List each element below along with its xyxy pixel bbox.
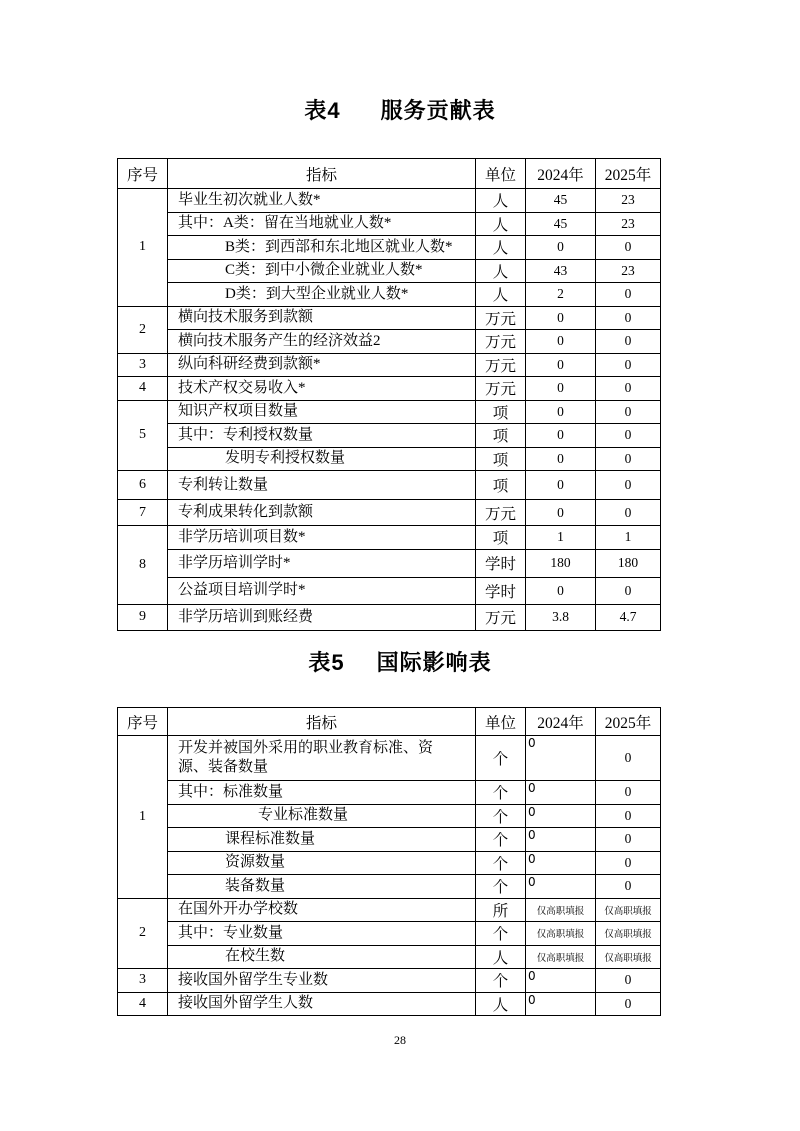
- table5-row: [118, 781, 661, 805]
- indicator-cell: B类：到西部和东北地区就业人数*: [168, 236, 476, 260]
- unit-cell: 万元: [476, 353, 526, 377]
- table4-title: [0, 98, 800, 124]
- indicator-cell: 专利成果转化到款额: [168, 500, 476, 526]
- value-2024-cell: 0: [526, 330, 596, 354]
- indicator-cell: 横向技术服务产生的经济效益2: [168, 330, 476, 354]
- value-2025-cell: 0: [596, 781, 661, 805]
- value-2024-cell: 0: [526, 353, 596, 377]
- value-2024-cell: 0: [526, 377, 596, 401]
- value-2025-cell: 23: [596, 189, 661, 213]
- indicator-cell: 在国外开办学校数: [168, 898, 476, 922]
- table5-row: [118, 922, 661, 946]
- unit-cell: 万元: [476, 500, 526, 526]
- value-2024-cell: 0: [526, 447, 596, 471]
- value-2025-cell: 0: [596, 400, 661, 424]
- indicator-cell: 在校生数: [168, 945, 476, 969]
- table4-row: [118, 424, 661, 448]
- seq-cell: 1: [118, 736, 168, 899]
- unit-cell: 个: [476, 736, 526, 781]
- unit-cell: 学时: [476, 577, 526, 604]
- unit-cell: 人: [476, 189, 526, 213]
- unit-cell: 人: [476, 236, 526, 260]
- indicator-cell: 非学历培训项目数*: [168, 526, 476, 550]
- indicator-cell: 装备数量: [168, 875, 476, 899]
- seq-cell: 4: [118, 377, 168, 401]
- indicator-cell: 接收国外留学生人数: [168, 992, 476, 1016]
- unit-cell: 人: [476, 992, 526, 1016]
- value-2025-cell: 0: [596, 424, 661, 448]
- table4-title-text: 服务贡献表: [380, 98, 496, 123]
- table5-row: [118, 945, 661, 969]
- value-2025-cell: 180: [596, 549, 661, 577]
- table5-row: [118, 736, 661, 781]
- unit-cell: 人: [476, 283, 526, 307]
- indicator-cell: C类：到中小微企业就业人数*: [168, 259, 476, 283]
- table4-row: [118, 577, 661, 604]
- table5-column-header: 单位: [476, 708, 526, 736]
- table4-row: [118, 330, 661, 354]
- indicator-cell: 课程标准数量: [168, 828, 476, 852]
- unit-cell: 所: [476, 898, 526, 922]
- value-2025-cell: 0: [596, 353, 661, 377]
- value-2024-cell: 0: [526, 992, 596, 1016]
- value-2024-cell: 0: [526, 851, 596, 875]
- indicator-cell: 技术产权交易收入*: [168, 377, 476, 401]
- seq-cell: 7: [118, 500, 168, 526]
- table4-row: [118, 526, 661, 550]
- table5-title-text: 国际影响表: [376, 650, 492, 675]
- unit-cell: 个: [476, 828, 526, 852]
- value-2024-cell: 2: [526, 283, 596, 307]
- table5-column-header: 2024年: [526, 708, 596, 736]
- page-number: 28: [394, 1033, 406, 1047]
- value-2025-cell: 仅高职填报: [596, 945, 661, 969]
- value-2025-cell: 23: [596, 212, 661, 236]
- value-2025-cell: 0: [596, 736, 661, 781]
- value-2024-cell: 0: [526, 400, 596, 424]
- value-2025-cell: 1: [596, 526, 661, 550]
- unit-cell: 个: [476, 851, 526, 875]
- value-2025-cell: 0: [596, 828, 661, 852]
- value-2024-cell: 仅高职填报: [526, 922, 596, 946]
- table4-row: [118, 283, 661, 307]
- indicator-cell: 毕业生初次就业人数*: [168, 189, 476, 213]
- table4-service-contribution: [117, 158, 661, 631]
- indicator-cell: 其中：A类：留在当地就业人数*: [168, 212, 476, 236]
- value-2024-cell: 0: [526, 471, 596, 500]
- table5-title-number: 表5: [308, 650, 345, 675]
- table5-header-row: [118, 708, 661, 736]
- value-2025-cell: 23: [596, 259, 661, 283]
- value-2025-cell: 0: [596, 969, 661, 993]
- indicator-cell: 接收国外留学生专业数: [168, 969, 476, 993]
- unit-cell: 万元: [476, 604, 526, 630]
- table4-row: [118, 259, 661, 283]
- table4-row: [118, 212, 661, 236]
- value-2025-cell: 0: [596, 851, 661, 875]
- seq-cell: 8: [118, 526, 168, 605]
- value-2024-cell: 0: [526, 736, 596, 781]
- table4-row: [118, 447, 661, 471]
- table4-column-header: 指标: [168, 159, 476, 189]
- seq-cell: 3: [118, 969, 168, 993]
- indicator-cell: 其中：专利授权数量: [168, 424, 476, 448]
- value-2024-cell: 0: [526, 875, 596, 899]
- seq-cell: 1: [118, 189, 168, 307]
- table5-row: [118, 992, 661, 1016]
- unit-cell: 万元: [476, 330, 526, 354]
- value-2024-cell: 0: [526, 424, 596, 448]
- value-2025-cell: 0: [596, 330, 661, 354]
- value-2025-cell: 0: [596, 306, 661, 330]
- unit-cell: 项: [476, 526, 526, 550]
- table4-column-header: 2024年: [526, 159, 596, 189]
- value-2024-cell: 仅高职填报: [526, 898, 596, 922]
- unit-cell: 项: [476, 424, 526, 448]
- indicator-cell: 资源数量: [168, 851, 476, 875]
- value-2025-cell: 0: [596, 236, 661, 260]
- table4-row: [118, 604, 661, 630]
- seq-cell: 9: [118, 604, 168, 630]
- table5-row: [118, 898, 661, 922]
- value-2024-cell: 0: [526, 236, 596, 260]
- unit-cell: 个: [476, 922, 526, 946]
- table5-international-impact: [117, 707, 661, 1016]
- unit-cell: 项: [476, 400, 526, 424]
- table4-row: [118, 400, 661, 424]
- table4-row: [118, 353, 661, 377]
- unit-cell: 万元: [476, 377, 526, 401]
- indicator-cell: 纵向科研经费到款额*: [168, 353, 476, 377]
- value-2024-cell: 43: [526, 259, 596, 283]
- value-2024-cell: 仅高职填报: [526, 945, 596, 969]
- value-2024-cell: 0: [526, 500, 596, 526]
- unit-cell: 万元: [476, 306, 526, 330]
- table4-column-header: 序号: [118, 159, 168, 189]
- table5-row: [118, 969, 661, 993]
- indicator-cell: 发明专利授权数量: [168, 447, 476, 471]
- table4-column-header: 单位: [476, 159, 526, 189]
- value-2025-cell: 0: [596, 500, 661, 526]
- value-2025-cell: 0: [596, 804, 661, 828]
- unit-cell: 学时: [476, 549, 526, 577]
- table4-row: [118, 500, 661, 526]
- table5-column-header: 指标: [168, 708, 476, 736]
- value-2025-cell: 仅高职填报: [596, 898, 661, 922]
- indicator-cell: 知识产权项目数量: [168, 400, 476, 424]
- table5-row: [118, 875, 661, 899]
- indicator-cell: 专业标准数量: [168, 804, 476, 828]
- table4-column-header: 2025年: [596, 159, 661, 189]
- seq-cell: 3: [118, 353, 168, 377]
- unit-cell: 人: [476, 259, 526, 283]
- table4-row: [118, 189, 661, 213]
- table5-row: [118, 804, 661, 828]
- table5-row: [118, 828, 661, 852]
- unit-cell: 项: [476, 471, 526, 500]
- unit-cell: 项: [476, 447, 526, 471]
- table4-row: [118, 549, 661, 577]
- value-2025-cell: 0: [596, 471, 661, 500]
- table4-row: [118, 471, 661, 500]
- table4-row: [118, 236, 661, 260]
- unit-cell: 个: [476, 875, 526, 899]
- unit-cell: 人: [476, 212, 526, 236]
- seq-cell: 4: [118, 992, 168, 1016]
- indicator-cell: 专利转让数量: [168, 471, 476, 500]
- value-2024-cell: 1: [526, 526, 596, 550]
- value-2024-cell: 45: [526, 189, 596, 213]
- value-2024-cell: 180: [526, 549, 596, 577]
- table5-column-header: 2025年: [596, 708, 661, 736]
- unit-cell: 个: [476, 969, 526, 993]
- indicator-cell: 横向技术服务到款额: [168, 306, 476, 330]
- indicator-cell: 公益项目培训学时*: [168, 577, 476, 604]
- unit-cell: 人: [476, 945, 526, 969]
- unit-cell: 个: [476, 781, 526, 805]
- indicator-cell: 开发并被国外采用的职业教育标准、资源、装备数量: [168, 736, 476, 781]
- value-2025-cell: 0: [596, 283, 661, 307]
- seq-cell: 2: [118, 306, 168, 353]
- value-2025-cell: 0: [596, 992, 661, 1016]
- value-2025-cell: 0: [596, 875, 661, 899]
- value-2024-cell: 0: [526, 969, 596, 993]
- indicator-cell: 其中：专业数量: [168, 922, 476, 946]
- value-2025-cell: 0: [596, 447, 661, 471]
- table4-header-row: [118, 159, 661, 189]
- seq-cell: 6: [118, 471, 168, 500]
- value-2024-cell: 0: [526, 804, 596, 828]
- table4-title-number: 表4: [304, 98, 341, 123]
- indicator-cell: D类：到大型企业就业人数*: [168, 283, 476, 307]
- table4-row: [118, 377, 661, 401]
- indicator-cell: 其中：标准数量: [168, 781, 476, 805]
- value-2025-cell: 仅高职填报: [596, 922, 661, 946]
- value-2024-cell: 45: [526, 212, 596, 236]
- seq-cell: 2: [118, 898, 168, 969]
- value-2025-cell: 4.7: [596, 604, 661, 630]
- seq-cell: 5: [118, 400, 168, 471]
- table5-title: [0, 650, 800, 676]
- value-2024-cell: 3.8: [526, 604, 596, 630]
- value-2025-cell: 0: [596, 577, 661, 604]
- table5-row: [118, 851, 661, 875]
- value-2024-cell: 0: [526, 306, 596, 330]
- value-2025-cell: 0: [596, 377, 661, 401]
- value-2024-cell: 0: [526, 577, 596, 604]
- value-2024-cell: 0: [526, 828, 596, 852]
- table5-column-header: 序号: [118, 708, 168, 736]
- table4-row: [118, 306, 661, 330]
- value-2024-cell: 0: [526, 781, 596, 805]
- indicator-cell: 非学历培训学时*: [168, 549, 476, 577]
- indicator-cell: 非学历培训到账经费: [168, 604, 476, 630]
- unit-cell: 个: [476, 804, 526, 828]
